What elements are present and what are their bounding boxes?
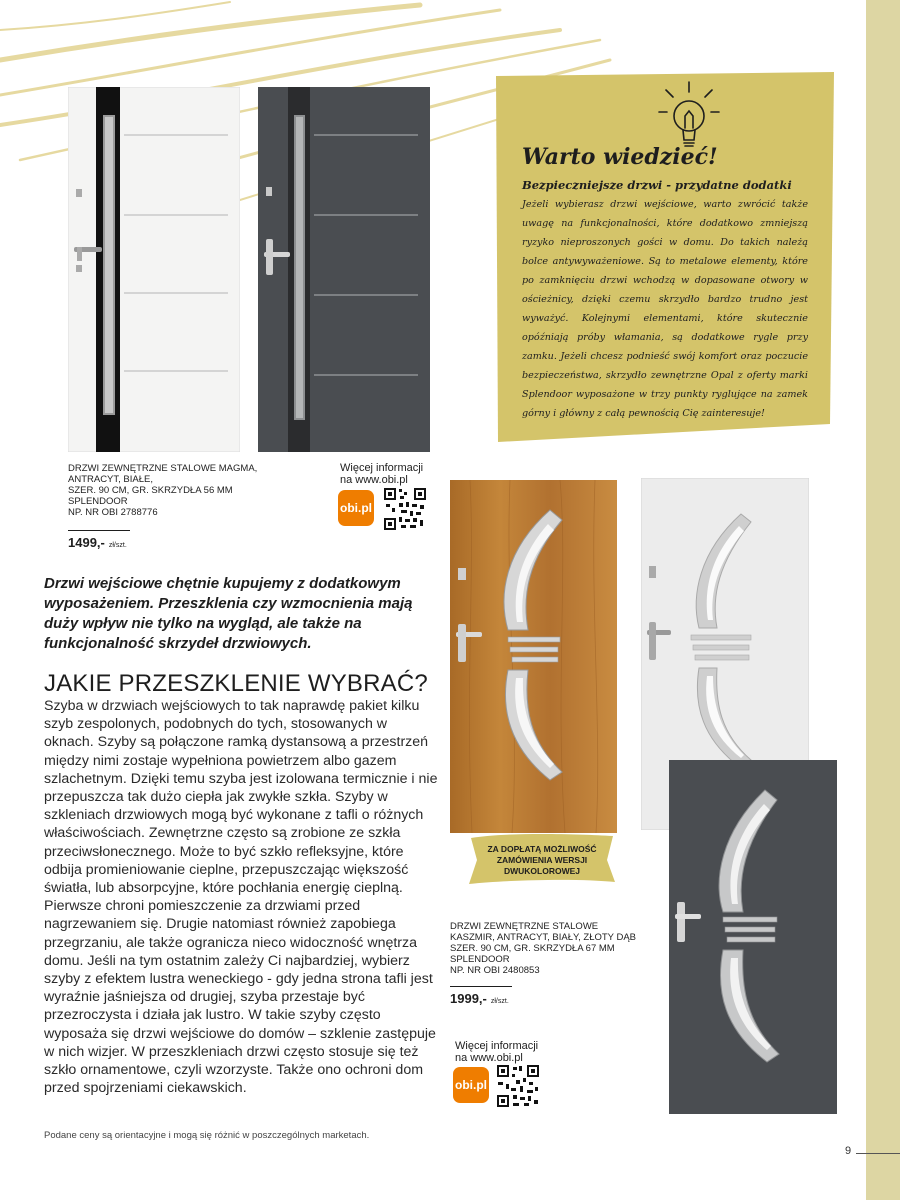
product2-caption-line: DRZWI ZEWNĘTRZNE STALOWE: [450, 921, 599, 932]
product2-more-info-line: na www.obi.pl: [455, 1052, 523, 1064]
tip-body: Jeżeli wybierasz drzwi wejściowe, warto zwrócić także uwagę na funkcjonalności, które dodatkowo zmniejszą ryzyko nieproszonych gości w domu. Do takich należą bolce antywyważeniowe. Są to metalowe elementy, które po zamknięciu drzwi wchodzą w dopasowane otwory w ościeżnicy, dzięki czemu skrzydło bardzo trudno jest wyważyć. Kolejnymi elementami, które skutecznie opóźniają próby włamania, są dodatkowe rygle przy zamku. Jeżeli chcesz podnieść swój komfort oraz poczucie bezpieczeństwa, skrzydło zewnętrzne Opal z oferty marki Splendoor wyposażone w trzy punkty ryglujące na zamek górny i główny z całą pewnością Cię zainteresuje!: [522, 199, 808, 419]
product1-more-info-line: na www.obi.pl: [340, 474, 408, 486]
obi-logo[interactable]: [338, 490, 374, 526]
two-color-badge: [467, 830, 617, 886]
product1-more-info-line: Więcej informacji: [340, 462, 424, 474]
qr-code-icon[interactable]: [496, 1064, 540, 1108]
intro-text: Drzwi wejściowe chętnie kupujemy z dodatkowym wyposażeniem. Przeszklenia czy wzmocnienia mają duży wpływ nie tylko na wygląd, ale także na funkcjonalność skrzydeł drzwiowych.: [44, 575, 413, 652]
page-edge-strip: [866, 0, 900, 1200]
product1-caption-line: SPLENDOOR: [68, 496, 128, 507]
product2-more-info-line: Więcej informacji: [455, 1040, 539, 1052]
tip-title: Warto wiedzieć!: [522, 144, 718, 170]
product1-caption-line: SZER. 90 CM, GR. SKRZYDŁA 56 MM: [68, 485, 233, 496]
obi-logo-label: obi.pl: [455, 1078, 487, 1092]
product1-price-value: 1499,-: [68, 535, 105, 550]
qr-code-icon[interactable]: [383, 487, 427, 531]
product2-caption: [450, 921, 650, 976]
product2-price-unit: zł/szt.: [490, 998, 509, 1005]
product2-caption-line: SPLENDOOR: [450, 954, 510, 965]
product2-price: [450, 991, 509, 1006]
product1-caption-line: DRZWI ZEWNĘTRZNE STALOWE MAGMA,: [68, 463, 258, 474]
product1-caption-line: NP. NR OBI 2788776: [68, 507, 158, 518]
price-divider: [450, 986, 512, 987]
product2-more-info[interactable]: [455, 1040, 538, 1064]
product2-caption-line: NP. NR OBI 2480853: [450, 965, 540, 976]
product1-price: [68, 535, 127, 550]
badge-text: ZA DOPŁATĄ MOŻLIWOŚĆ ZAMÓWIENIA WERSJI DWUKOLOROWEJ: [487, 844, 597, 876]
product2-caption-line: KASZMIR, ANTRACYT, BIAŁY, ZŁOTY DĄB: [450, 932, 637, 943]
product2-price-value: 1999,-: [450, 991, 487, 1006]
obi-logo[interactable]: [453, 1067, 489, 1103]
product1-price-unit: zł/szt.: [108, 542, 127, 549]
tip-box: [496, 72, 834, 442]
product1-caption-line: ANTRACYT, BIAŁE,: [68, 474, 153, 485]
lightbulb-icon: [656, 78, 722, 152]
door-kaszmir-oak-image: [450, 480, 617, 833]
tip-subtitle: Bezpieczniejsze drzwi - przydatne dodatki: [522, 178, 792, 192]
door-magma-white-image: [68, 87, 240, 452]
door-kaszmir-anthracite-image: [669, 760, 837, 1114]
page-number-line: [856, 1153, 900, 1154]
product1-more-info[interactable]: [340, 462, 423, 486]
obi-logo-label: obi.pl: [340, 501, 372, 515]
product1-caption: [68, 463, 298, 518]
article-body: Szyba w drzwiach wejściowych to tak naprawdę pakiet kilku szyb zespolonych, podobnych do tych, stosowanych w oknach. Szyby są połączone ramką dystansową a przestrzeń między nimi zostaje wypełniona powietrzem albo gazem szlachetnym. Dzięki temu szyba jest izolowana termicznie i nie przepuszcza tak dużo ciepła jak zwykłe szkła. Szyby w szkleniach drzwiowych mogą być wykonane z tafli o różnych właściwościach. Zewnętrzne często są zrobione ze szkła przeciwsłonecznego. Może to być szkło refleksyjne, które odbija promieniowanie cieplne, przepuszczając większość światła, lub absorpcyjne, które pochłania energię cieplną. Pierwsze chroni pomieszczenie za drzwiami przed nagrzewaniem się. Drugie natomiast również zapobiega przegrzaniu, ale także ogranicza nieco widoczność wnętrza domu. Jeśli na tym ostatnim zależy Ci najbardziej, wybierz szyby z efektem lustra weneckiego - gdy jedna strona tafli jest wyraźnie jaśniejsza od drugiej, szyba przestaje być przezroczysta i działa jak lustro. W takie szyby często wyposaża się drzwi wejściowe do domów – szklenie zastępuje w nich wizjer. W przeszkleniach drzwi często stosuje się też szkło ornamentowe, czyli wzorzyste. Także ono ochroni dom przed spojrzeniami ciekawskich.: [44, 698, 438, 1097]
page-number: 9: [845, 1145, 852, 1157]
section-heading: JAKIE PRZESZKLENIE WYBRAĆ?: [44, 670, 428, 697]
door-magma-anthracite-image: [258, 87, 430, 452]
price-footnote: Podane ceny są orientacyjne i mogą się różnić w poszczególnych marketach.: [44, 1130, 370, 1141]
product2-caption-line: SZER. 90 CM, GR. SKRZYDŁA 67 MM: [450, 943, 615, 954]
price-divider: [68, 530, 130, 531]
